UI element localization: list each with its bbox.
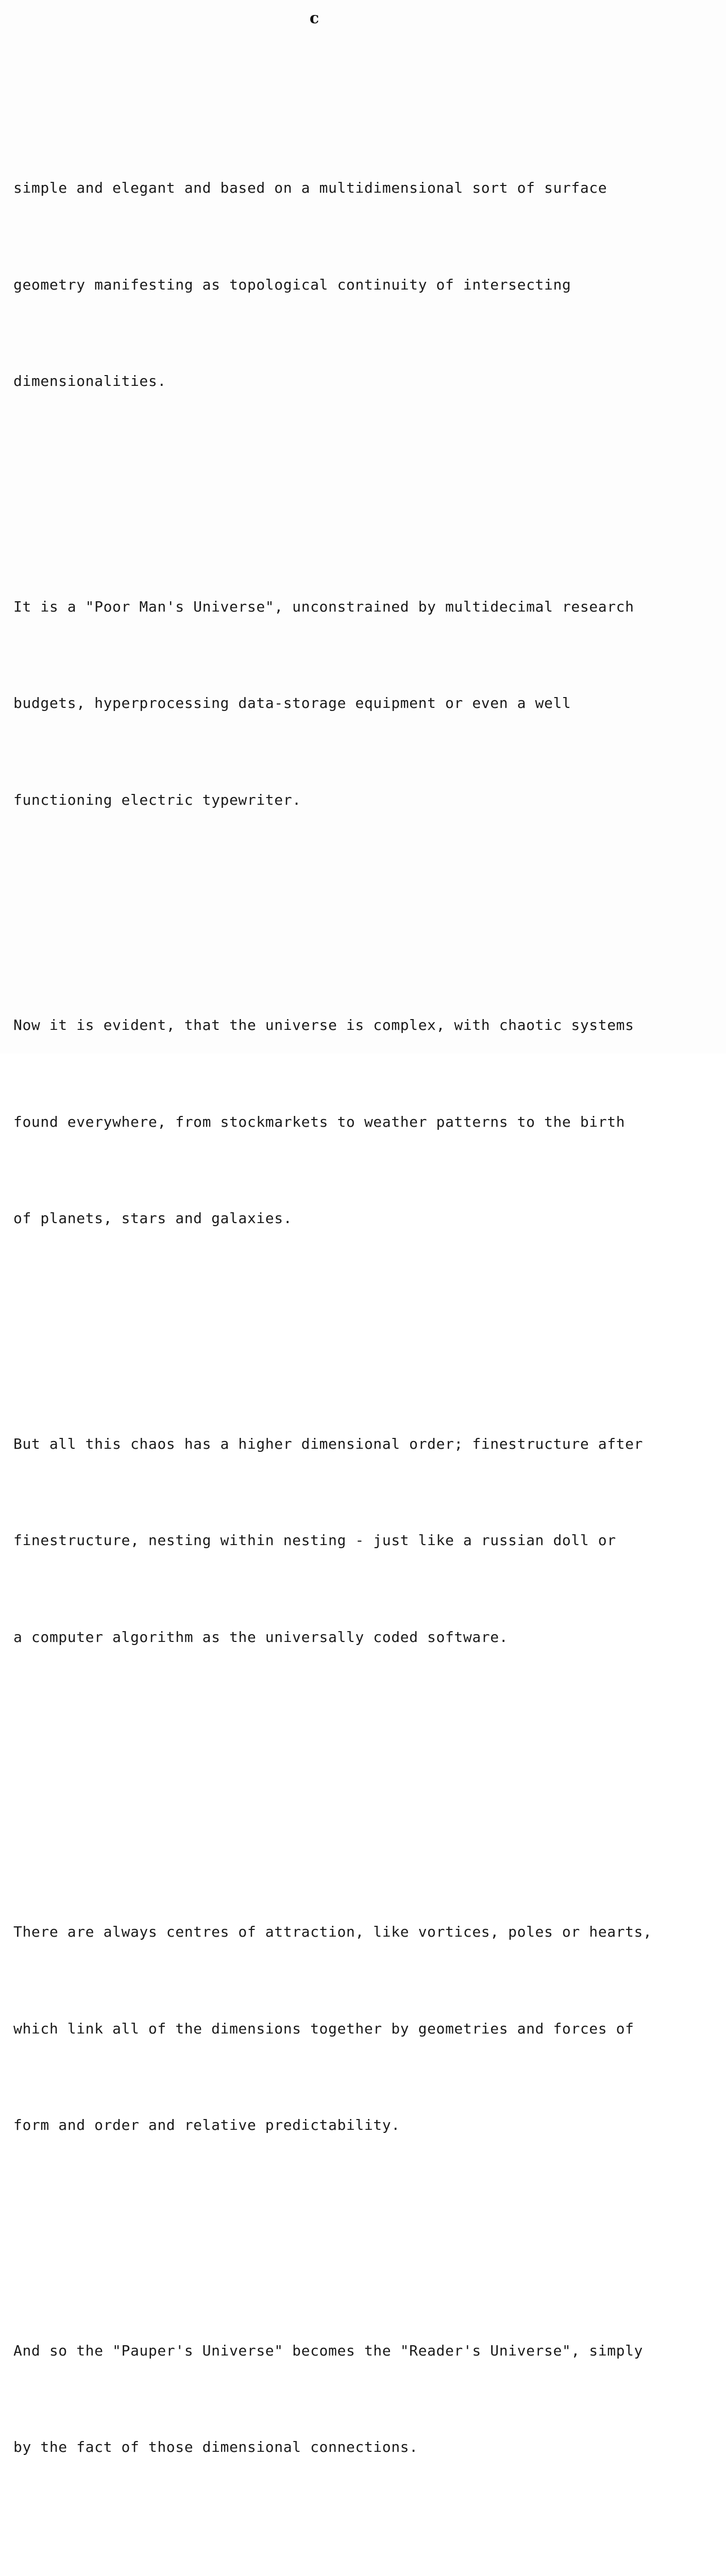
text-line: And so the "Pauper's Universe" becomes the "Reader's Universe", simply (13, 2342, 644, 2359)
paragraph-2 (13, 527, 719, 881)
text-line: a computer algorithm as the universally coded software. (13, 1628, 509, 1646)
text-line: of planets, stars and galaxies. (13, 1210, 293, 1227)
text-line: Now it is evident, that the universe is complex, with chaotic systems (13, 1016, 634, 1033)
text-line: There are always centres of attraction, like vortices, poles or hearts, (13, 1923, 652, 1940)
paragraph-4 (13, 1364, 719, 1718)
text-line: budgets, hyperprocessing data-storage equipment or even a well (13, 694, 571, 711)
text-line: which link all of the dimensions together by geometries and forces of (13, 2020, 634, 2037)
text-line: by the fact of those dimensional connections. (13, 2438, 418, 2455)
text-line: functioning electric typewriter. (13, 791, 301, 808)
paragraph-3 (13, 945, 719, 1299)
text-line: dimensionalities. (13, 372, 166, 389)
document-body (13, 43, 719, 2576)
text-line: But all this chaos has a higher dimensional order; finestructure after (13, 1435, 644, 1452)
text-line: found everywhere, from stockmarkets to weather patterns to the birth (13, 1113, 626, 1130)
text-line: form and order and relative predictability. (13, 2116, 400, 2133)
paragraph-6 (13, 2270, 719, 2528)
text-line: finestructure, nesting within nesting - just like a russian doll or (13, 1532, 616, 1549)
text-line: geometry manifesting as topological continuity of intersecting (13, 276, 571, 293)
text-line: simple and elegant and based on a multidimensional sort of surface (13, 179, 607, 196)
page-marker: c (309, 9, 319, 27)
paragraph-5 (13, 1852, 719, 2206)
paragraph-1 (13, 108, 719, 462)
text-line: It is a "Poor Man's Universe", unconstrained by multidecimal research (13, 598, 634, 615)
paragraph-spacer (13, 1782, 719, 1787)
